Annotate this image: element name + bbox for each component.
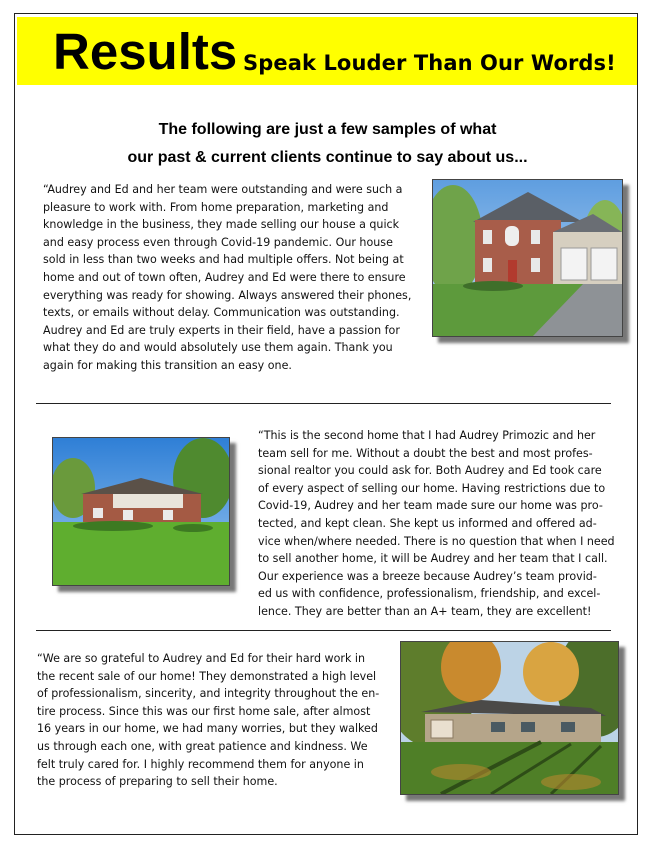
testimonial-line: tected, and kept clean. She kept us informed and offered ad-	[258, 516, 597, 530]
testimonial-line: Our experience was a breeze because Audrey’s team provid-	[258, 569, 597, 583]
testimonial-line: lence. They are better than an A+ team, they are excellent!	[258, 604, 592, 618]
testimonial-line: 16 years in our home, we had many worries, but they walked	[37, 722, 378, 736]
testimonial-line: “We are so grateful to Audrey and Ed for their hard work in	[37, 652, 366, 665]
testimonial-line: everything was ready for showing. Always answered their phones,	[43, 288, 412, 302]
house-photo-colonial	[432, 179, 623, 337]
testimonial-line: again for making this transition an easy one.	[43, 358, 292, 372]
testimonial-line: felt truly cared for. I highly recommend them for anyone in	[37, 757, 364, 771]
divider	[36, 630, 611, 631]
testimonial-line: pleasure to work with. From home preparation, marketing and	[43, 200, 389, 214]
testimonial-line: texts, or emails without delay. Communication was outstanding.	[43, 306, 400, 320]
testimonial-line: tire process. Since this was our first home sale, after almost	[37, 704, 371, 718]
testimonial-line: ed us with confidence, professionalism, friendship, and excel-	[258, 587, 601, 601]
testimonial-line: the process of preparing to sell their home.	[37, 775, 278, 789]
testimonial-line: Audrey and Ed are truly experts in their field, have a passion for	[43, 323, 400, 337]
testimonial-3	[37, 650, 379, 791]
house-photo-autumn	[400, 641, 619, 795]
divider	[36, 403, 611, 404]
testimonial-line: vice when/where needed. There is no question that when I need	[258, 534, 615, 548]
testimonial-line: Covid-19, Audrey and her team made sure our home was pro-	[258, 499, 603, 513]
testimonial-1	[43, 181, 411, 375]
intro-line-1: The following are just a few samples of what	[158, 121, 497, 138]
testimonial-line: of every aspect of selling our home. Having restrictions due to	[258, 481, 606, 495]
testimonial-line: and easy process even through Covid-19 pandemic. Our house	[43, 235, 393, 249]
testimonial-2	[258, 427, 615, 621]
testimonial-line: knowledge in the business, they made selling our house a quick	[43, 218, 400, 232]
testimonial-line: team sell for me. Without a doubt the best and most profes-	[258, 446, 593, 460]
house-photo-ranch	[52, 437, 230, 586]
banner-subtitle: Speak Louder Than Our Words!	[243, 51, 616, 75]
testimonial-line: to sell another home, it will be Audrey and her team that I call.	[258, 552, 608, 566]
testimonial-line: sional realtor you could ask for. Both Audrey and Ed took care	[258, 464, 602, 478]
testimonial-line: home and out of town often, Audrey and Ed were there to ensure	[43, 270, 406, 284]
testimonial-line: “Audrey and Ed and her team were outstanding and were such a	[43, 183, 403, 196]
testimonial-line: the recent sale of our home! They demonstrated a high level	[37, 669, 377, 683]
testimonial-line: “This is the second home that I had Audrey Primozic and her	[258, 429, 596, 442]
banner-title: Results	[53, 23, 238, 80]
testimonial-line: sold in less than two weeks and had multiple offers. Not being at	[43, 253, 404, 267]
testimonial-line: what they do and would absolutely use them again. Thank you	[43, 341, 393, 355]
testimonial-line: of professionalism, sincerity, and integrity throughout the en-	[37, 687, 380, 701]
testimonial-line: us through each one, with great patience and kindness. We	[37, 739, 368, 753]
intro-line-2: our past & current clients continue to say about us...	[127, 149, 528, 166]
